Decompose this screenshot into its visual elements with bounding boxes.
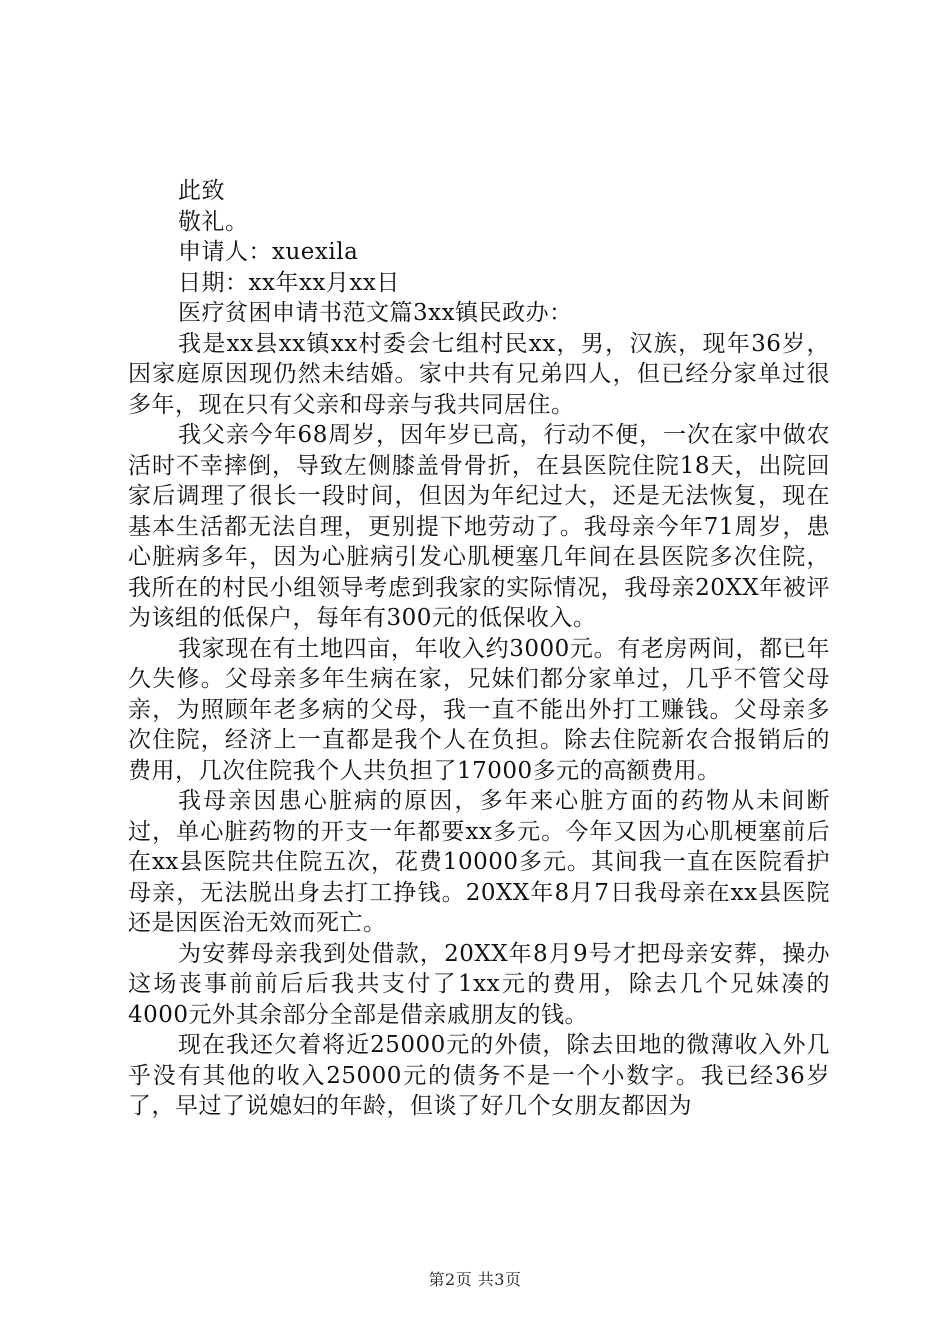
paragraph: 为安葬母亲我到处借款，20XX年8月9号才把母亲安葬，操办这场丧事前前后后我共支付了1xx元的费用，除去几个兄妹凑的4000元外其余部分全部是借亲戚朋友的钱。: [128, 940, 830, 1028]
document-body: [128, 176, 830, 1122]
paragraph: 我是xx县xx镇xx村委会七组村民xx，男，汉族，现年36岁，因家庭原因现仍然未结婚。家中共有兄弟四人，但已经分家单过很多年，现在只有父亲和母亲与我共同居住。: [128, 330, 830, 418]
closing-line: 此致: [178, 178, 225, 204]
paragraph: 我家现在有土地四亩，年收入约3000元。有老房两间，都已年久失修。父母亲多年生病在家，兄妹们都分家单过，几乎不管父母亲，为照顾年老多病的父母，我一直不能出外打工赚钱。父母亲多次住院，经济上一直都是我个人在负担。除去住院新农合报销后的费用，几次住院我个人共负担了17000多元的高额费用。: [128, 635, 830, 784]
section-heading: 医疗贫困申请书范文篇3xx镇民政办：: [178, 300, 573, 326]
paragraph: 现在我还欠着将近25000元的外债，除去田地的微薄收入外几乎没有其他的收入25000元的债务不是一个小数字。我已经36岁了，早过了说媳妇的年龄，但谈了好几个女朋友都因为: [128, 1032, 830, 1119]
page-number: 第2页 共3页: [428, 1270, 522, 1289]
salutation-line: 敬礼。: [178, 208, 249, 235]
applicant-line: 申请人：xuexila: [178, 239, 359, 265]
paragraph: 我父亲今年68周岁，因年岁已高，行动不便，一次在家中做农活时不幸摔倒，导致左侧膝盖骨骨折，在县医院住院18天，出院回家后调理了很长一段时间，但因为年纪过大，还是无法恢复，现在基本生活都无法自理，更别提下地劳动了。我母亲今年71周岁，患心脏病多年，因为心脏病引发心肌梗塞几年间在县医院多次住院，我所在的村民小组领导考虑到我家的实际情况，我母亲20XX年被评为该组的低保户，每年有300元的低保收入。: [128, 422, 830, 631]
date-line: 日期：xx年xx月xx日: [178, 269, 400, 296]
paragraph: 我母亲因患心脏病的原因，多年来心脏方面的药物从未间断过，单心脏药物的开支一年都要xx多元。今年又因为心肌梗塞前后在xx县医院共住院五次，花费10000多元。其间我一直在医院看护母亲，无法脱出身去打工挣钱。20XX年8月7日我母亲在xx县医院还是因医治无效而死亡。: [128, 788, 830, 936]
